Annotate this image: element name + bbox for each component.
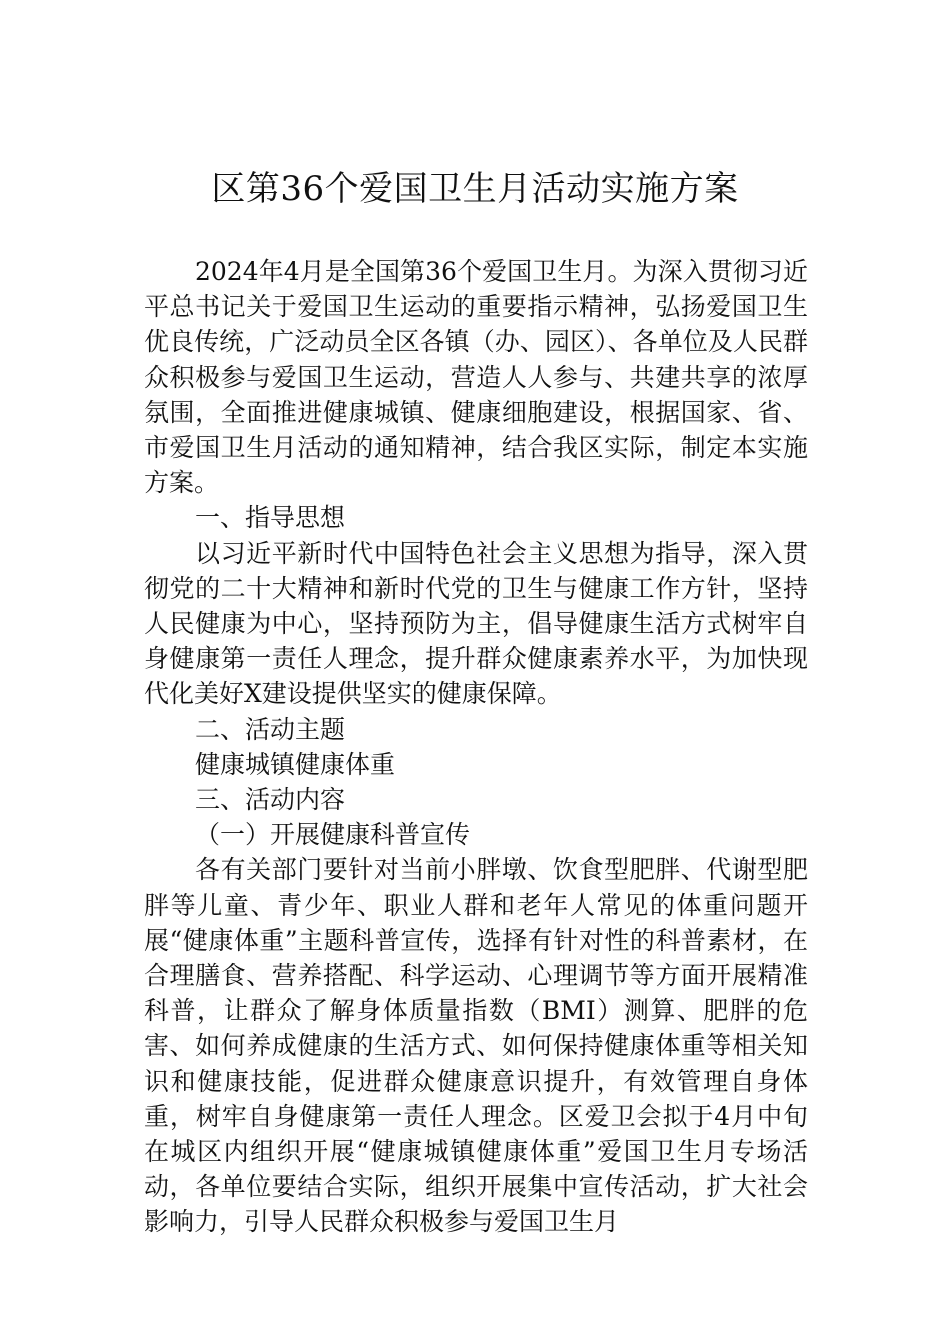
guiding-ideology-paragraph: 以习近平新时代中国特色社会主义思想为指导，深入贯彻党的二十大精神和新时代党的卫生与健康工作方针，坚持人民健康为中心，坚持预防为主，倡导健康生活方式树牢自身健康第一责任人理念，提升群众健康素养水平，为加快现代化美好X建设提供坚实的健康保障。 <box>144 538 808 709</box>
health-publicity-paragraph: 各有关部门要针对当前小胖墩、饮食型肥胖、代谢型肥胖等儿童、青少年、职业人群和老年人常见的体重问题开展“健康体重”主题科普宣传，选择有针对性的科普素材，在合理膳食、营养搭配、科学运动、心理调节等方面开展精准科普，让群众了解身体质量指数（BMI）测算、肥胖的危害、如何养成健康的生活方式、如何保持健康体重等相关知识和健康技能，促进群众健康意识提升，有效管理自身体重，树牢自身健康第一责任人理念。区爱卫会拟于4月中旬在城区内组织开展“健康城镇健康体重”爱国卫生月专场活动，各单位要结合实际，组织开展集中宣传活动，扩大社会影响力，引导人民群众积极参与爱国卫生月 <box>144 855 808 1237</box>
subsection-heading-health-publicity: （一）开展健康科普宣传 <box>195 820 471 850</box>
document-body <box>144 254 808 1240</box>
document-title: 区第36个爱国卫生月活动实施方案 <box>211 169 739 209</box>
section-heading-activity-theme: 二、活动主题 <box>195 714 346 744</box>
intro-paragraph: 2024年4月是全国第36个爱国卫生月。为深入贯彻习近平总书记关于爱国卫生运动的重要指示精神，弘扬爱国卫生优良传统，广泛动员全区各镇（办、园区）、各单位及人民群众积极参与爱国卫生运动，营造人人参与、共建共享的浓厚氛围，全面推进健康城镇、健康细胞建设，根据国家、省、市爱国卫生月活动的通知精神，结合我区实际，制定本实施方案。 <box>144 257 808 498</box>
section-heading-guiding-ideology: 一、指导思想 <box>195 503 346 533</box>
section-heading-activity-content: 三、活动内容 <box>195 785 346 815</box>
activity-theme-text: 健康城镇健康体重 <box>195 749 396 779</box>
